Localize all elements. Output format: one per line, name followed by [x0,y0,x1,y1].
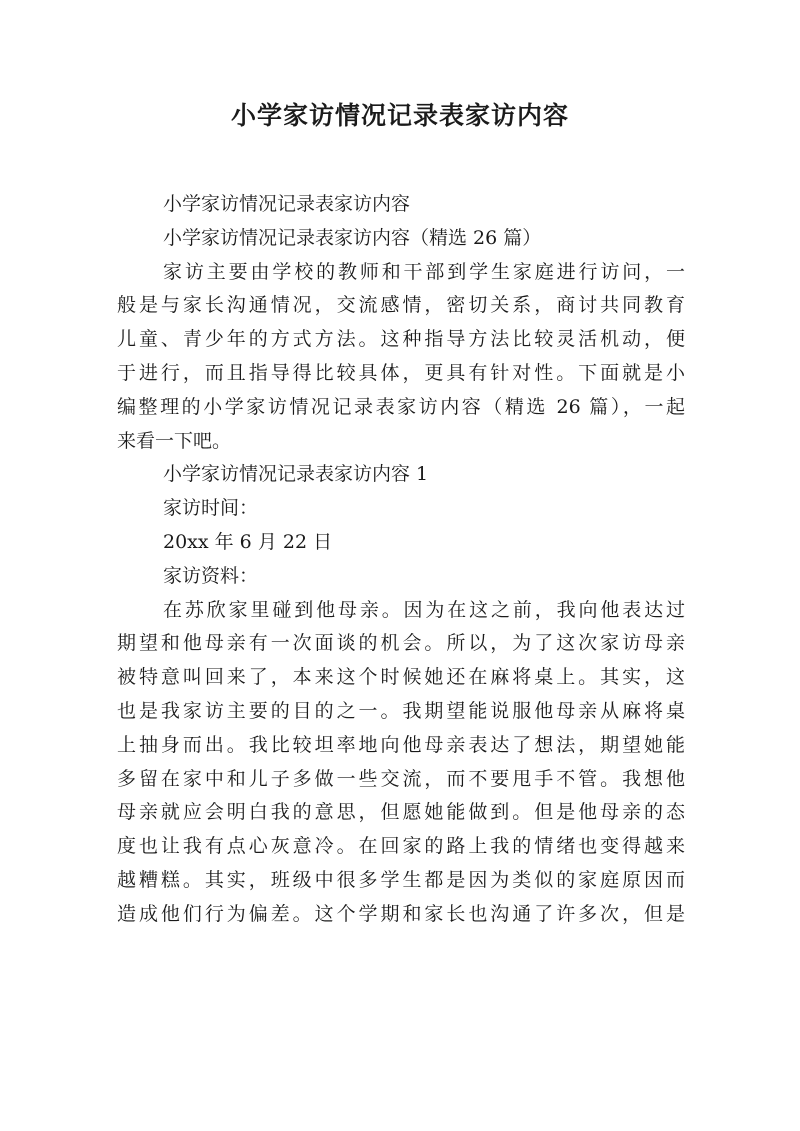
paragraph-line: 期望和他母亲有一次面谈的机会。所以，为了这次家访母亲 [117,632,685,655]
paragraph-line: 造成他们行为偏差。这个学期和家长也沟通了许多次，但是 [117,902,685,925]
paragraph-line: 多留在家中和儿子多做一些交流，而不要甩手不管。我想他 [117,767,685,790]
paragraph-line: 来看一下吧。 [117,429,232,452]
field-label: 家访资料： [163,564,259,587]
paragraph-line: 编整理的小学家访情况记录表家访内容（精选 26 篇），一起 [117,395,685,418]
paragraph-line: 母亲就应会明白我的意思，但愿她能做到。但是他母亲的态 [117,801,685,824]
paragraph-line: 在苏欣家里碰到他母亲。因为在这之前，我向他表达过 [163,598,685,621]
paragraph-line: 于进行，而且指导得比较具体，更具有针对性。下面就是小 [117,361,685,384]
paragraph-line: 被特意叫回来了，本来这个时候她还在麻将桌上。其实，这 [117,666,685,689]
field-label: 家访时间： [163,497,259,520]
subtitle-line: 小学家访情况记录表家访内容 [163,193,411,215]
paragraph-line: 般是与家长沟通情况，交流感情，密切关系，商讨共同教育 [117,294,685,317]
field-value: 20xx 年 6 月 22 日 [163,530,333,553]
paragraph-line: 也是我家访主要的目的之一。我期望能说服他母亲从麻将桌 [117,699,685,722]
paragraph-line: 度也让我有点心灰意冷。在回家的路上我的情绪也变得越来 [117,835,685,858]
paragraph-line: 儿童、青少年的方式方法。这种指导方法比较灵活机动，便 [117,328,685,351]
document-body [117,188,685,932]
subtitle-line: 小学家访情况记录表家访内容（精选 26 篇） [163,226,542,249]
paragraph-line: 家访主要由学校的教师和干部到学生家庭进行访问，一 [163,260,685,283]
paragraph-line: 上抽身而出。我比较坦率地向他母亲表达了想法，期望她能 [117,733,685,756]
paragraph-line: 越糟糕。其实，班级中很多学生都是因为类似的家庭原因而 [117,868,685,891]
section-heading: 小学家访情况记录表家访内容 1 [163,463,429,486]
document-title: 小学家访情况记录表家访内容 [230,101,569,130]
